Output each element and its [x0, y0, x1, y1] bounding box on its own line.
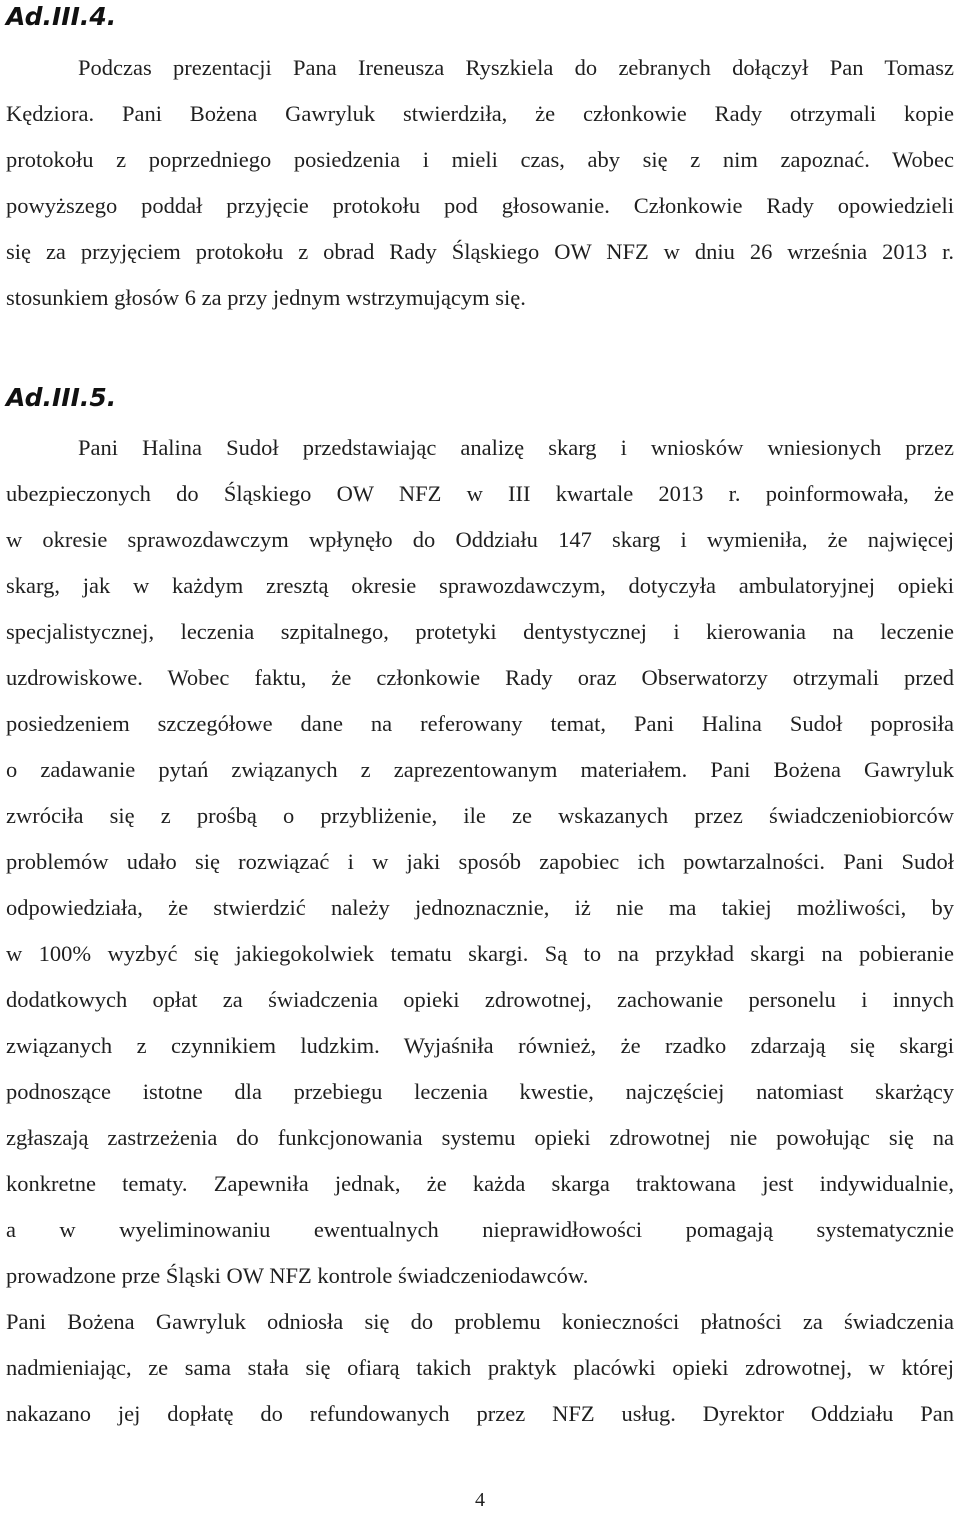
paragraph-line: Kędziora. Pani Bożena Gawryluk stwierdziła, że członkowie Rady otrzymali kopie — [6, 101, 954, 126]
paragraph-line: nadmieniając, ze sama stała się ofiarą takich praktyk placówki opieki zdrowotnej, w której — [6, 1355, 954, 1380]
paragraph-line: Podczas prezentacji Pana Ireneusza Ryszkiela do zebranych dołączył Pan Tomasz — [78, 55, 954, 80]
paragraph-line: Pani Halina Sudoł przedstawiając analizę skarg i wniosków wniesionych przez — [78, 435, 954, 460]
paragraph-line: w okresie sprawozdawczym wpłynęło do Oddziału 147 skarg i wymieniła, że najwięcej — [6, 527, 954, 552]
paragraph-line: specjalistycznej, leczenia szpitalnego, protetyki dentystycznej i kierowania na leczenie — [6, 619, 954, 644]
paragraph-line: zwróciła się z prośbą o przybliżenie, ile ze wskazanych przez świadczeniobiorców — [6, 803, 954, 828]
page-number: 4 — [475, 1489, 485, 1511]
paragraph-line: w 100% wyzbyć się jakiegokolwiek tematu skargi. Są to na przykład skargi na pobieranie — [6, 941, 954, 966]
paragraph-line: nakazano jej dopłatę do refundowanych przez NFZ usług. Dyrektor Oddziału Pan — [6, 1401, 954, 1426]
paragraph-line: konkretne tematy. Zapewniła jednak, że każda skarga traktowana jest indywidualnie, — [6, 1171, 954, 1196]
paragraph-line: odpowiedziała, że stwierdzić należy jednoznacznie, iż nie ma takiej możliwości, by — [6, 895, 954, 920]
paragraph-line: zgłaszają zastrzeżenia do funkcjonowania systemu opieki zdrowotnej nie powołując się na — [6, 1125, 954, 1150]
paragraph-line: posiedzeniem szczegółowe dane na referowany temat, Pani Halina Sudoł poprosiła — [6, 711, 954, 736]
paragraph-line: prowadzone prze Śląski OW NFZ kontrole świadczeniodawców. — [6, 1263, 589, 1288]
section-heading-ad-iii-4: Ad.III.4. — [6, 2, 117, 31]
paragraph-line: Pani Bożena Gawryluk odniosła się do problemu konieczności płatności za świadczenia — [6, 1309, 954, 1334]
paragraph-line: związanych z czynnikiem ludzkim. Wyjaśniła również, że rzadko zdarzają się skargi — [6, 1033, 954, 1058]
paragraph-line: o zadawanie pytań związanych z zaprezentowanym materiałem. Pani Bożena Gawryluk — [6, 757, 954, 782]
paragraph-line: a w wyeliminowaniu ewentualnych nieprawidłowości pomagają systematycznie — [6, 1217, 954, 1242]
paragraph-line: skarg, jak w każdym zresztą okresie sprawozdawczym, dotyczyła ambulatoryjnej opieki — [6, 573, 954, 598]
paragraph-line: powyższego poddał przyjęcie protokołu pod głosowanie. Członkowie Rady opowiedzieli — [6, 193, 954, 218]
paragraph-line: dodatkowych opłat za świadczenia opieki zdrowotnej, zachowanie personelu i innych — [6, 987, 954, 1012]
paragraph-line: podnoszące istotne dla przebiegu leczenia kwestie, najczęściej natomiast skarżący — [6, 1079, 954, 1104]
paragraph-line: ubezpieczonych do Śląskiego OW NFZ w III kwartale 2013 r. poinformowała, że — [6, 481, 954, 506]
section-heading-ad-iii-5: Ad.III.5. — [6, 383, 117, 412]
paragraph-line: się za przyjęciem protokołu z obrad Rady Śląskiego OW NFZ w dniu 26 września 2013 r. — [6, 239, 954, 264]
paragraph-line: stosunkiem głosów 6 za przy jednym wstrzymującym się. — [6, 285, 526, 310]
paragraph-line: uzdrowiskowe. Wobec faktu, że członkowie Rady oraz Obserwatorzy otrzymali przed — [6, 665, 954, 690]
paragraph-line: problemów udało się rozwiązać i w jaki sposób zapobiec ich powtarzalności. Pani Sudoł — [6, 849, 954, 874]
paragraph-line: protokołu z poprzedniego posiedzenia i mieli czas, aby się z nim zapoznać. Wobec — [6, 147, 954, 172]
